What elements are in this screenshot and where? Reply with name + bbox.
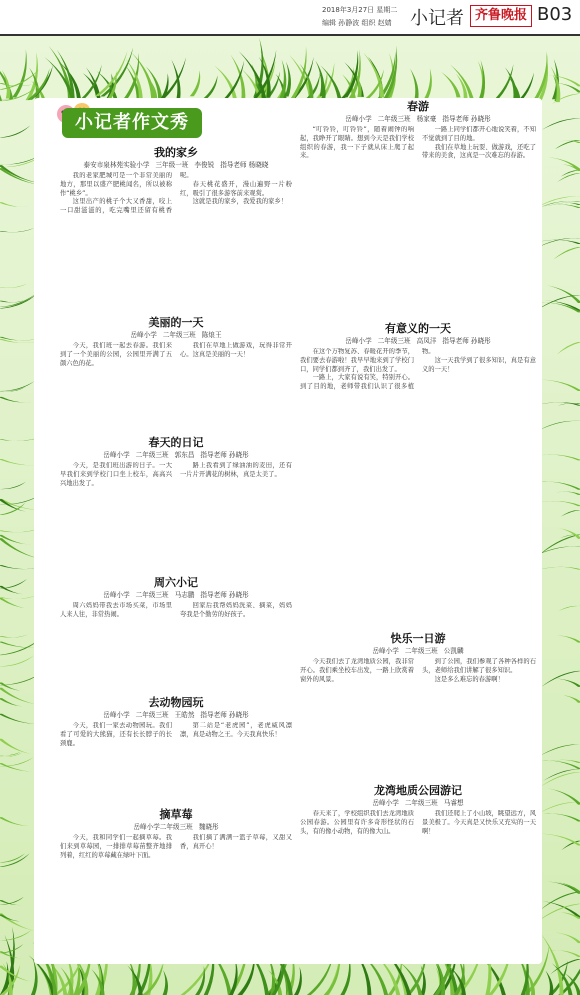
article-paragraph: 今天，我们一家去动物园玩。我们看了可爱的大熊猫，还有长长脖子的长颈鹿。 — [60, 722, 172, 747]
article-byline — [60, 450, 292, 460]
article-body — [300, 658, 536, 782]
byline-teacher: 指导老师 孙晓彤 — [200, 711, 249, 719]
issue-date: 2018年3月27日 星期二 — [322, 6, 398, 14]
article-paragraph: 今天我们去了龙湾地质公园，我非常开心。我们乘坐校车出发，一路上欣赏着窗外的风景。 — [300, 658, 414, 683]
article-title: 去动物园玩 — [148, 696, 204, 709]
article-paragraph: 在这个万物复苏、春暖花开的季节，我们要去春游啦！我早早地来到了学校门口，同学们都到齐了，我们出发了。 — [300, 348, 414, 373]
article-byline — [60, 822, 292, 832]
article-title: 有意义的一天 — [385, 322, 451, 335]
byline-author: 马睿想 — [443, 799, 464, 807]
byline-teacher: 指导老师 孙晓彤 — [442, 115, 491, 123]
article-byline — [60, 590, 292, 600]
article-paragraph: 我们在草地上玩耍、做游戏，还吃了带来的美食，这真是一次难忘的春游。 — [422, 143, 536, 160]
article-title: 龙湾地质公园游记 — [374, 784, 462, 797]
article-paragraph: 回家后我帮妈妈洗菜、摘菜，妈妈夸我是个勤劳的好孩子。 — [180, 602, 292, 618]
article-paragraph: 到了公园，我们参观了各种各样的石头，老师给我们讲解了很多知识。 — [422, 658, 536, 674]
article-spring-outing — [300, 100, 536, 310]
byline-author: 马志鹏 — [174, 591, 195, 599]
byline-grade: 二年级三班 — [135, 451, 169, 459]
article-title: 快乐一日游 — [390, 632, 446, 645]
article-body — [60, 834, 292, 958]
byline-grade: 三年级一班 — [155, 161, 189, 169]
byline-grade: 二年级三班 — [404, 647, 438, 655]
article-beautiful-day — [60, 316, 292, 434]
byline-teacher: 指导老师 孙晓彤 — [200, 591, 249, 599]
byline-author: 杨家豪 — [416, 115, 437, 123]
article-paragraph: 今天，我和同学们一起摘草莓。我们来到草莓园，一排排草莓苗整齐地排列着，红红的草莓藏在绿叶下面。 — [60, 834, 172, 859]
article-paragraph: 周六妈妈带我去市场买菜，市场里人来人往，非常热闹。 — [60, 602, 172, 618]
page-number: B03 — [537, 4, 573, 25]
byline-school: 岳峰小学 — [345, 115, 372, 123]
article-zoo — [60, 696, 292, 806]
article-paragraph: 今天，是我们班出游的日子。一大早我们来到学校门口坐上校车，高高兴兴地出发了。 — [60, 462, 172, 487]
article-title: 周六小记 — [154, 576, 198, 589]
article-byline — [60, 330, 292, 340]
article-spring-diary — [60, 436, 292, 524]
article-byline — [60, 710, 292, 720]
article-saturday-notes — [60, 576, 292, 694]
byline-school: 泰安市泉林苑实验小学 — [83, 161, 150, 169]
article-paragraph: 这一天我学到了很多知识，真是有意义的一天！ — [422, 356, 536, 373]
byline-author: 高凤洋 — [416, 337, 437, 345]
article-paragraph: 春天来了，学校组织我们去龙湾地质公园春游。公园里有许多奇形怪状的石头，有的像小动物，有的像大山。 — [300, 810, 414, 835]
article-meaningful-day — [300, 322, 536, 622]
section-title: 小记者 — [410, 8, 464, 29]
byline-author: 陈烺王 — [201, 331, 222, 339]
byline-author: 王皓然 — [174, 711, 195, 719]
byline-author: 魏晓彤 — [198, 823, 219, 831]
article-paragraph: 这里出产的桃子个大又香甜，咬上一口甜滋滋的，吃完嘴里还留有桃香呢。 — [60, 172, 193, 215]
newspaper-logo: 齐鲁晚报 — [470, 5, 532, 27]
article-paragraph: 路上我看到了绿油油的麦田，还有一片片开满花的树林，真是太美了。 — [180, 462, 292, 478]
article-paragraph: 春天桃花盛开，漫山遍野一片粉红，吸引了很多游客前来观赏。 — [180, 180, 292, 197]
article-body — [60, 172, 292, 256]
article-title: 美丽的一天 — [148, 316, 204, 329]
byline-author: 郭东昌 — [174, 451, 195, 459]
byline-school: 岳峰小学 — [103, 591, 130, 599]
masthead — [0, 0, 580, 38]
article-body — [60, 342, 292, 434]
editor-credits: 编辑 孙静波 组织 赵婧 — [322, 19, 392, 27]
article-byline — [300, 114, 536, 124]
byline-school: 岳峰小学 — [130, 331, 157, 339]
article-paragraph: 我们在草地上做游戏，玩得非常开心。这真是美丽的一天！ — [180, 342, 292, 358]
byline-school: 岳峰小学 — [372, 799, 399, 807]
article-body — [300, 810, 536, 960]
byline-author: 李俊锐 — [194, 161, 215, 169]
byline-grade: 二年级三班 — [135, 591, 169, 599]
byline-school: 岳峰小学 — [345, 337, 372, 345]
byline-teacher: 指导老师 孙晓彤 — [200, 451, 249, 459]
byline-grade: 二年级三班 — [135, 711, 169, 719]
article-byline — [300, 798, 536, 808]
article-title: 摘草莓 — [159, 808, 193, 821]
article-paragraph: 今天，我们班一起去春游。我们来到了一个美丽的公园，公园里开满了五颜六色的花。 — [60, 342, 172, 367]
article-title: 春游 — [407, 100, 429, 113]
article-title: 春天的日记 — [148, 436, 204, 449]
article-happy-day-trip — [300, 632, 536, 782]
byline-grade: 二年级三班 — [404, 799, 438, 807]
article-body — [60, 602, 292, 696]
byline-school: 岳峰小学二年级三班 — [133, 823, 193, 831]
article-byline — [300, 646, 536, 656]
article-paragraph: 我的老家肥城可是一个非常美丽的地方，那里以盛产肥桃闻名，所以被称作“桃乡”。 — [60, 172, 172, 197]
byline-school: 岳峰小学 — [103, 711, 130, 719]
article-title: 我的家乡 — [154, 146, 198, 159]
article-body — [300, 126, 536, 310]
article-paragraph: 这就是我的家乡，我爱我的家乡！ — [192, 198, 288, 206]
article-paragraph: 一路上，大家有说有笑，特别开心。到了目的地，老师带我们认识了很多植物。 — [300, 348, 435, 391]
article-paragraph: 这是多么难忘的春游啊！ — [434, 675, 504, 683]
byline-grade: 二年级三班 — [377, 115, 411, 123]
article-byline — [60, 160, 292, 170]
byline-school: 岳峰小学 — [372, 647, 399, 655]
byline-grade: 二年级三班 — [162, 331, 196, 339]
article-paragraph: “叮铃铃，叮铃铃”，随着闹钟的响起，我睁开了眼睛。想到今天是我们学校组织的春游，我一下子就从床上爬了起来。 — [300, 126, 414, 160]
byline-teacher: 指导老师 杨晓晓 — [220, 161, 269, 169]
article-paragraph: 第二站是“老虎园”，老虎威风凛凛，真是动物之王。今天我真快乐！ — [180, 722, 292, 738]
article-strawberry — [60, 808, 292, 958]
byline-author: 公凯麟 — [443, 647, 464, 655]
article-body — [300, 348, 536, 622]
article-longwan-park — [300, 784, 536, 960]
article-paragraph: 我们还爬上了小山坡，眺望远方，风景美极了。今天真是又快乐又充实的一天啊！ — [422, 810, 536, 835]
article-paragraph: 我们摘了满满一篮子草莓，又甜又香，真开心！ — [180, 834, 292, 850]
byline-grade: 二年级三班 — [377, 337, 411, 345]
article-body — [60, 722, 292, 806]
byline-school: 岳峰小学 — [103, 451, 130, 459]
byline-teacher: 指导老师 孙晓彤 — [442, 337, 491, 345]
article-byline — [300, 336, 536, 346]
article-paragraph: 一路上同学们都开心地说笑着，不知不觉就到了目的地。 — [422, 126, 536, 142]
column-title: 小记者作文秀 — [62, 108, 202, 138]
article-my-hometown — [60, 146, 292, 256]
article-body — [60, 462, 292, 526]
